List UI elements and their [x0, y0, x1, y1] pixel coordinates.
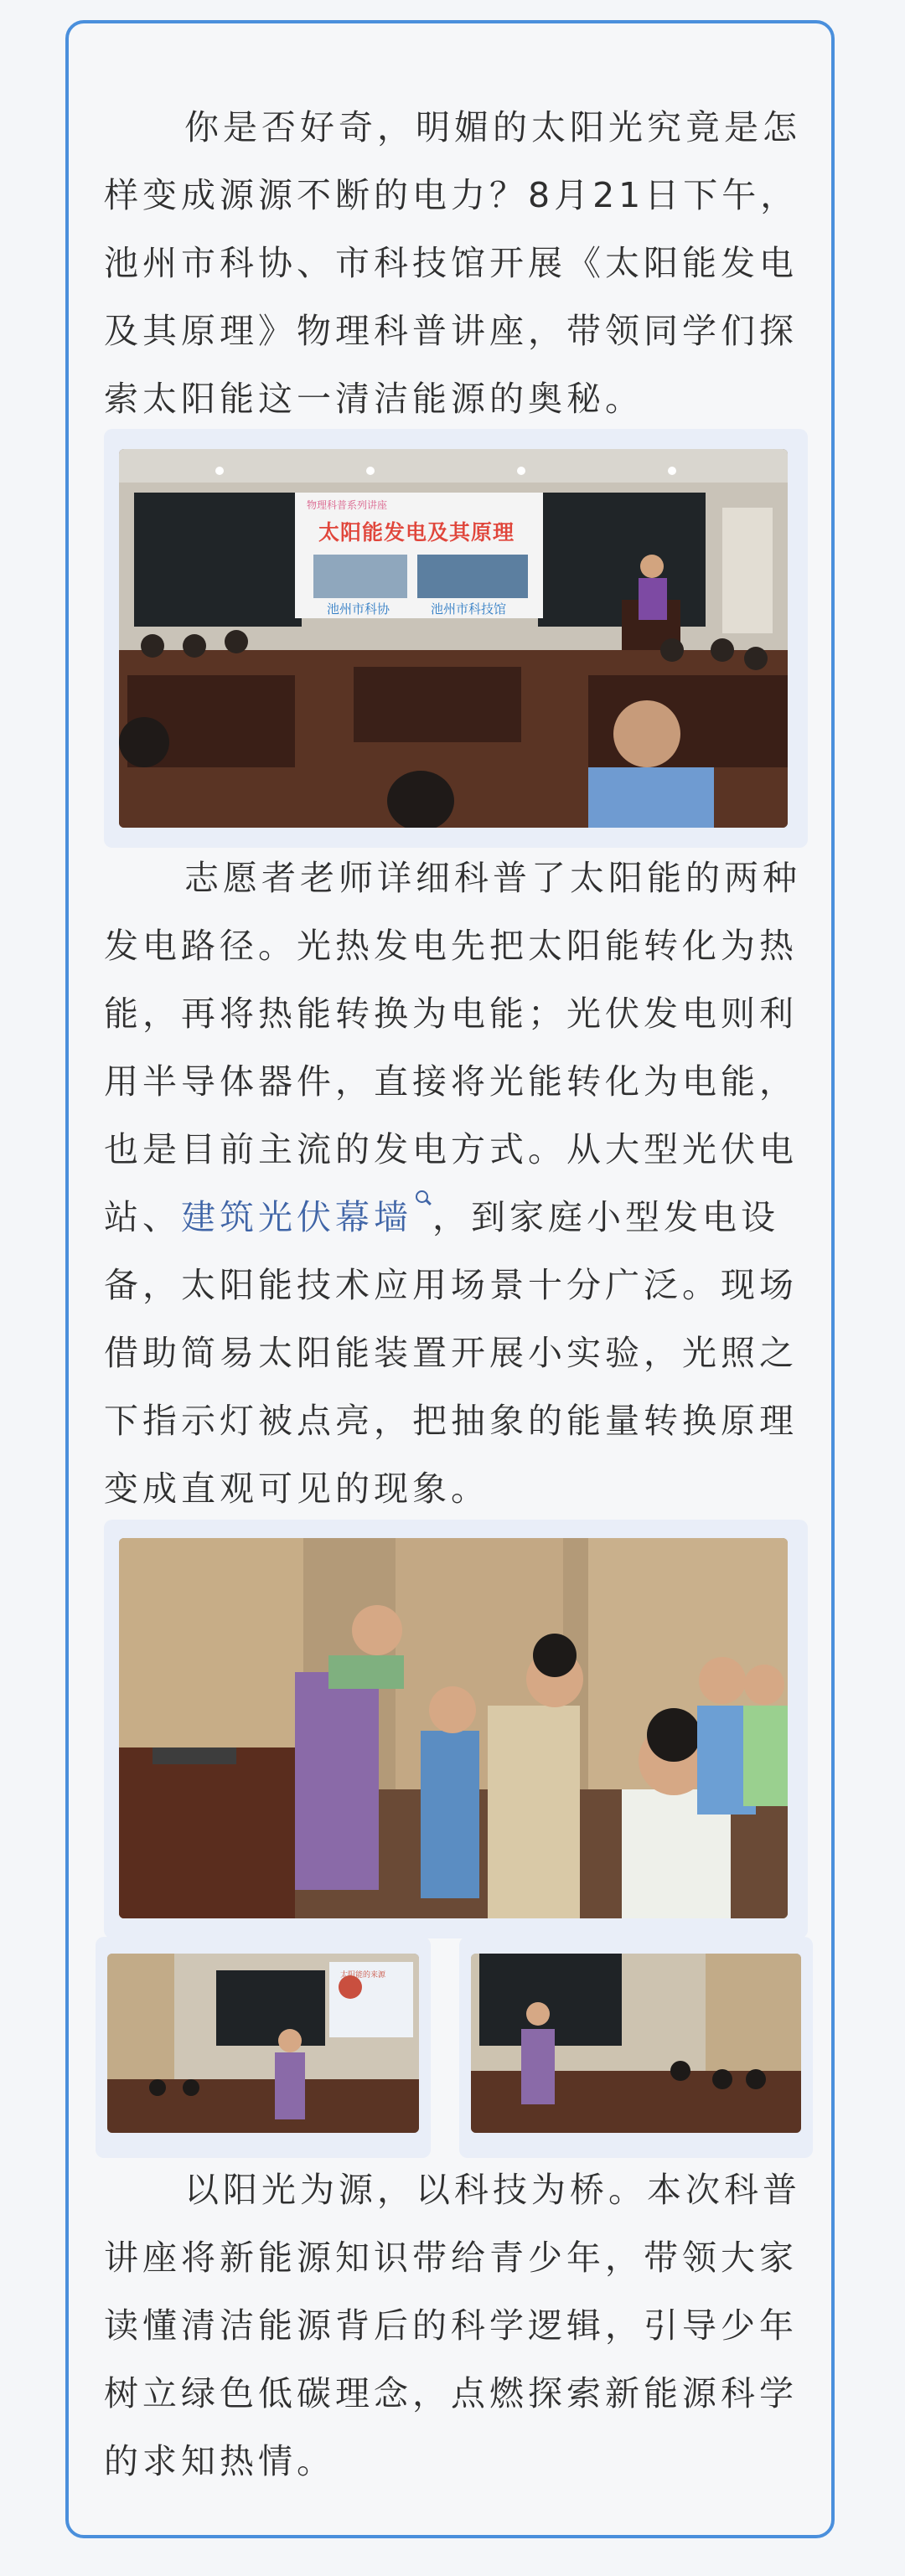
photo-frame-lecture	[104, 429, 808, 848]
slide-tag: 物理科普系列讲座	[307, 499, 388, 511]
experiment-illustration	[119, 1538, 788, 1918]
photo-frame-experiment	[104, 1520, 808, 1938]
photo-frame-small-left	[96, 1937, 431, 2158]
photo-frame-small-right	[459, 1937, 813, 2158]
paragraph-intro: 你是否好奇，明媚的太阳光究竟是怎样变成源源不断的电力？8月21日下午，池州市科协、市科技馆开展《太阳能发电及其原理》物理科普讲座，带领同学们探索太阳能这一清洁能源的奥秘。	[104, 107, 801, 419]
lecture-hall-photo[interactable]	[119, 449, 788, 828]
slide-title: 太阳能发电及其原理	[318, 521, 515, 545]
paragraph-body-part2: ，到家庭小型发电设备，太阳能技术应用场景十分广泛。现场借助简易太阳能装置开展小实验，光照之下指示灯被点亮，把抽象的能量转换原理变成直观可见的现象。	[104, 1197, 798, 1509]
link-bipv-label: 建筑光伏幕墙	[181, 1197, 412, 1237]
classroom-photo-right[interactable]	[471, 1954, 801, 2133]
classroom-left-illustration	[107, 1954, 419, 2133]
link-bipv[interactable]	[181, 1197, 432, 1237]
lecture-hall-illustration	[119, 449, 788, 828]
paragraph-body	[104, 844, 808, 1523]
slide-org-2: 池州市科技馆	[431, 602, 507, 617]
classroom-photo-left[interactable]	[107, 1954, 419, 2133]
experiment-photo[interactable]	[119, 1538, 788, 1918]
classroom-right-illustration	[471, 1954, 801, 2133]
slide-tag-small: 太阳能的来源	[340, 1970, 386, 1979]
slide-org-1: 池州市科协	[327, 602, 390, 617]
paragraph-conclusion: 以阳光为源，以科技为桥。本次科普讲座将新能源知识带给青少年，带领大家读懂清洁能源背后的科学逻辑，引导少年树立绿色低碳理念，点燃探索新能源科学的求知热情。	[104, 2170, 801, 2481]
search-icon[interactable]	[414, 1189, 432, 1207]
article-card	[65, 20, 835, 2538]
paragraph-body-part1: 志愿者老师详细科普了太阳能的两种发电路径。光热发电先把太阳能转化为热能，再将热能转换为电能；光伏发电则利用半导体器件，直接将光能转化为电能，也是目前主流的发电方式。从大型光伏电站、	[104, 858, 801, 1237]
